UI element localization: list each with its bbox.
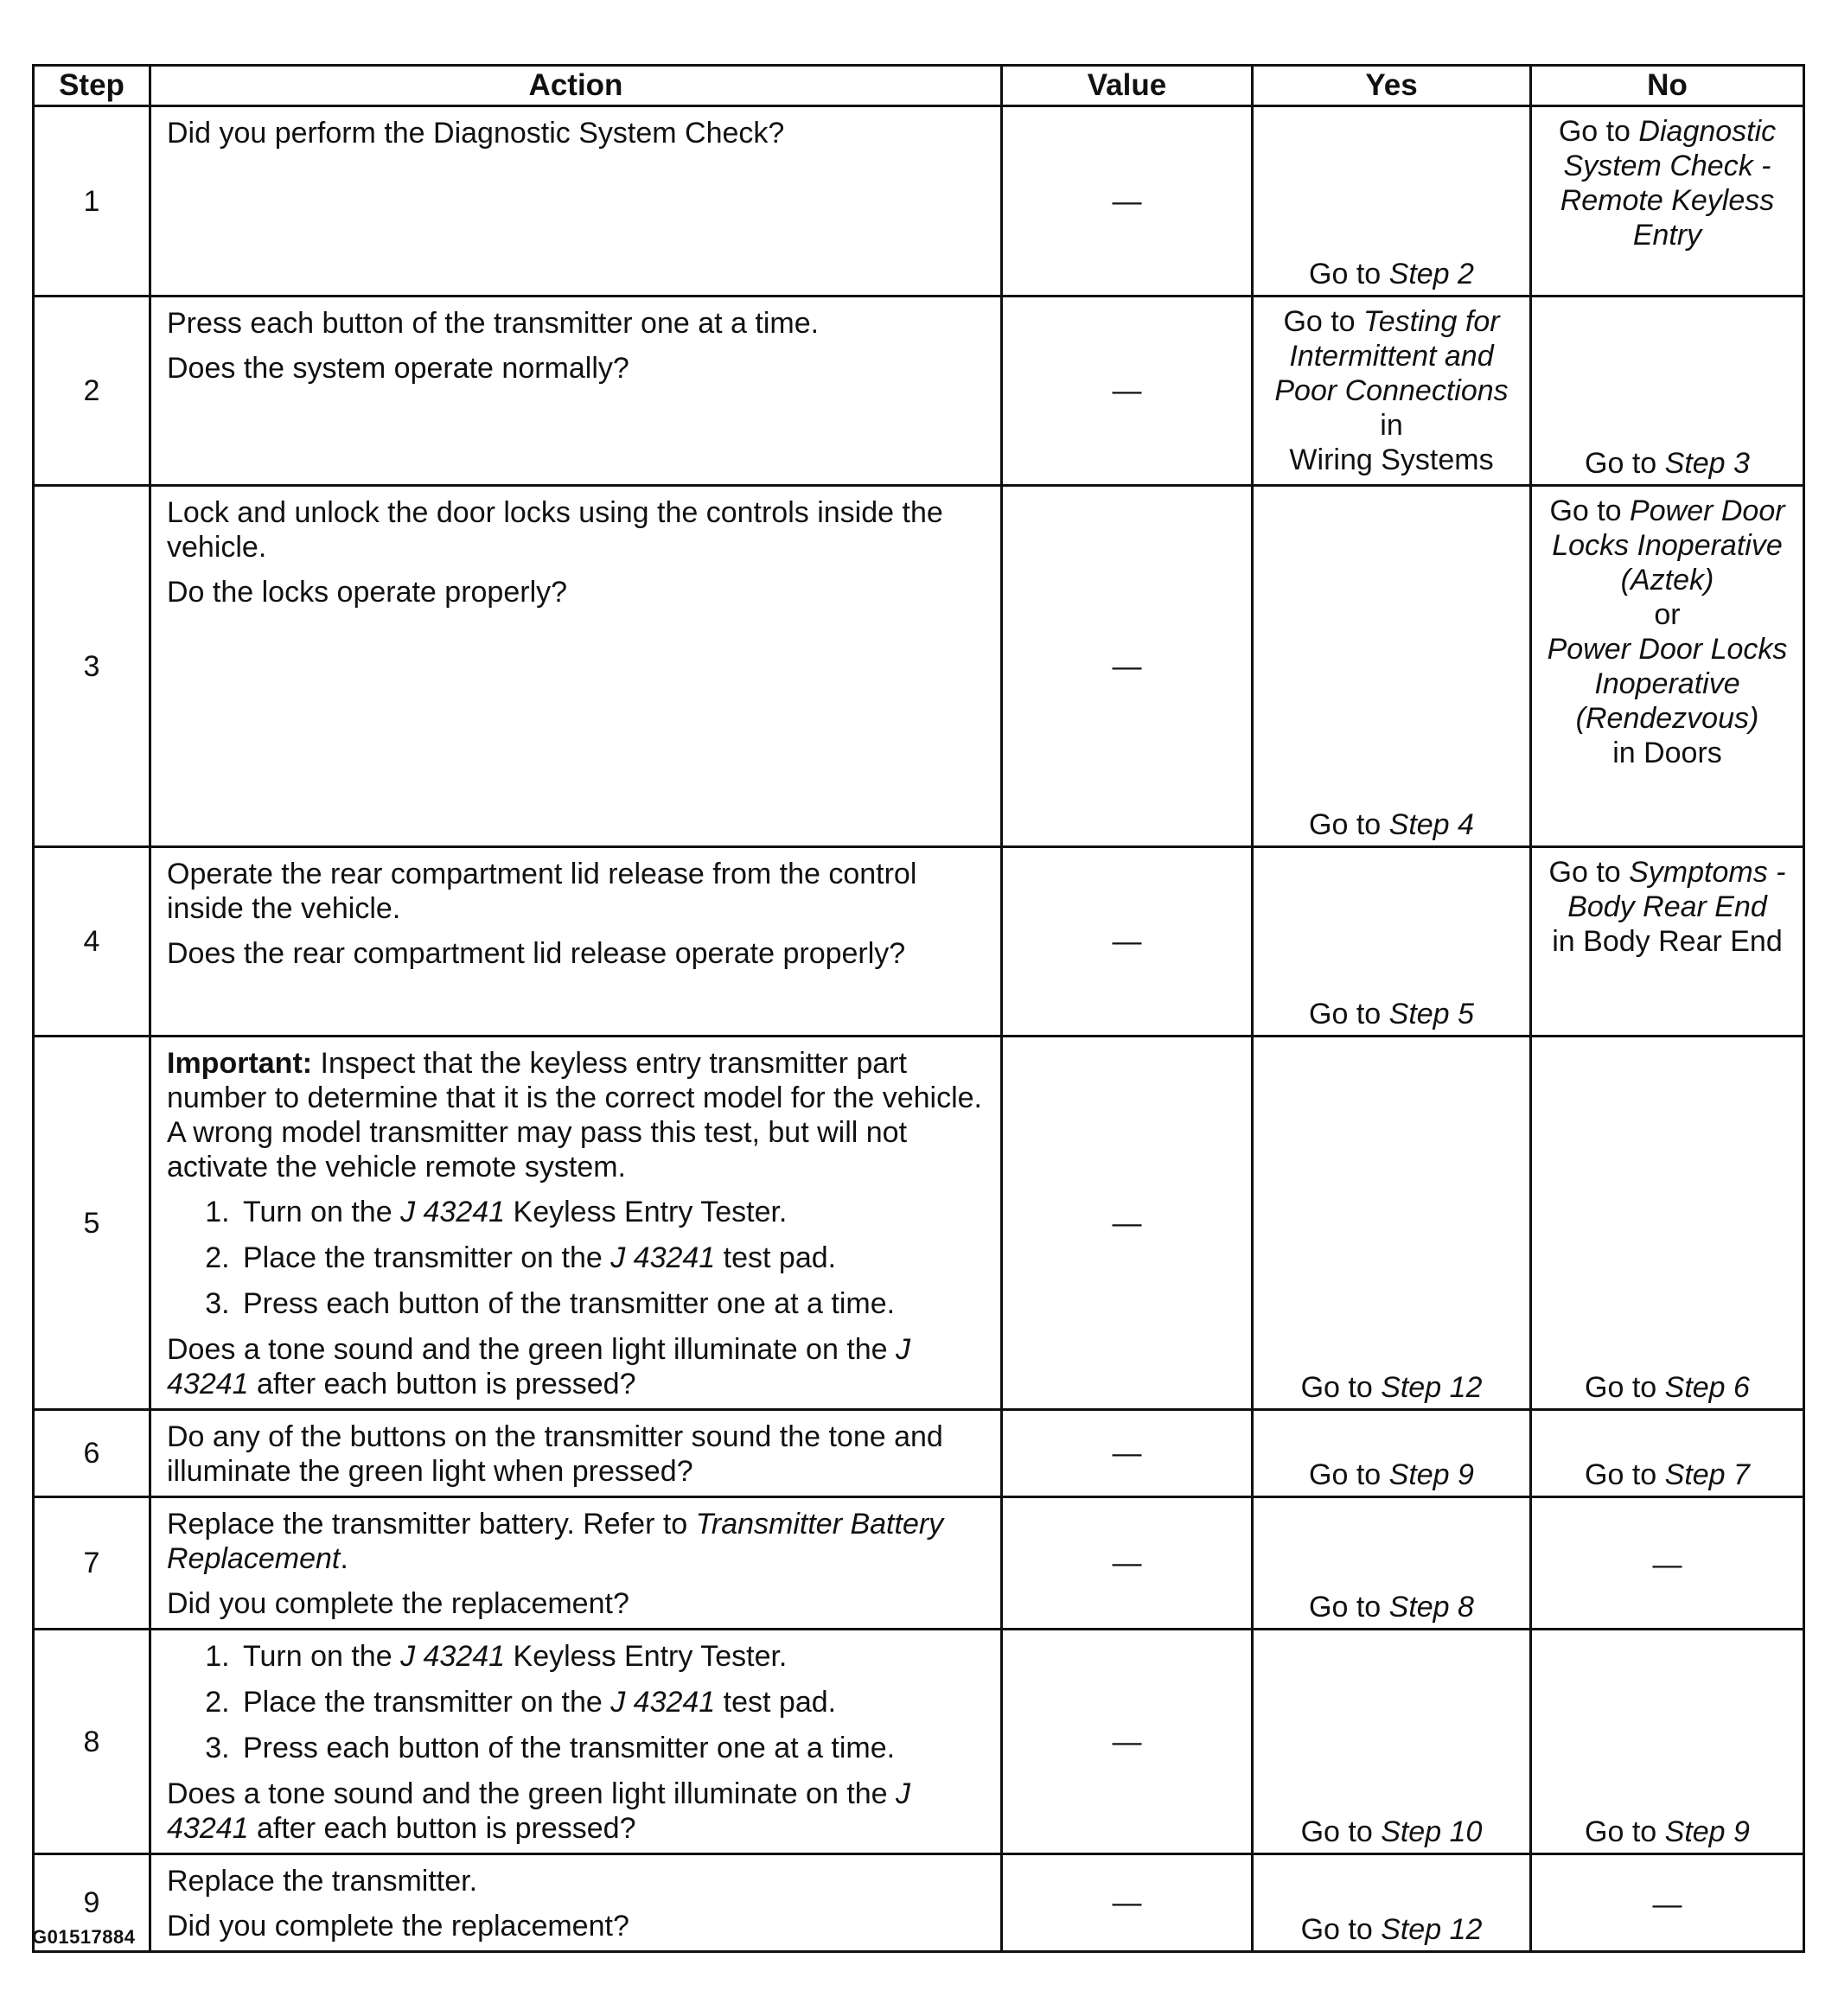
- no-prefix: Go to: [1585, 1815, 1665, 1848]
- diagnostic-table: [32, 64, 1805, 1953]
- action-question: [167, 1777, 988, 1846]
- no-cell: [1531, 106, 1804, 297]
- no-link[interactable]: Step 3: [1664, 447, 1750, 480]
- yes-prefix: Go to: [1309, 258, 1389, 290]
- question-text: after each button is pressed?: [248, 1812, 636, 1845]
- no-cell: [1531, 297, 1804, 486]
- no-link[interactable]: Diagnostic System Check - Remote Keyless Entry: [1560, 115, 1777, 252]
- action-cell: [150, 486, 1002, 847]
- yes-link[interactable]: Step 4: [1388, 808, 1474, 841]
- yes-link[interactable]: Step 10: [1381, 1815, 1483, 1848]
- step-number: 4: [34, 847, 150, 1037]
- header-step: Step: [34, 66, 150, 106]
- yes-cell: [1253, 1037, 1531, 1410]
- yes-prefix: Go to: [1309, 808, 1389, 841]
- tool-number: J 43241: [610, 1686, 716, 1719]
- no-cell: [1531, 486, 1804, 847]
- yes-link[interactable]: Step 8: [1388, 1591, 1474, 1624]
- header-yes: Yes: [1253, 66, 1531, 106]
- no-prefix: Go to: [1585, 1371, 1665, 1404]
- step-number: 3: [34, 486, 150, 847]
- yes-cell: [1253, 106, 1531, 297]
- question-text: Does a tone sound and the green light illuminate on the: [167, 1777, 897, 1810]
- no-manual-section: in Body Rear End: [1552, 925, 1783, 958]
- yes-prefix: Go to: [1309, 1591, 1389, 1624]
- no-cell: [1531, 1410, 1804, 1497]
- action-instruction: [167, 1507, 988, 1576]
- yes-prefix: Go to: [1300, 1815, 1382, 1848]
- yes-in: in: [1380, 409, 1403, 442]
- instruction-text: .: [340, 1542, 348, 1575]
- step-number: 7: [34, 1497, 150, 1630]
- action-cell: [150, 1497, 1002, 1630]
- step-number: 9: [34, 1854, 150, 1952]
- no-manual-section: in Doors: [1612, 737, 1722, 769]
- tool-number: J 43241: [167, 1333, 911, 1400]
- table-row: [34, 106, 1804, 297]
- header-value: Value: [1002, 66, 1253, 106]
- header-no: No: [1531, 66, 1804, 106]
- action-instruction: Operate the rear compartment lid release from the control inside the vehicle.: [167, 858, 917, 925]
- action-question: [167, 1332, 988, 1401]
- no-link[interactable]: Step 7: [1664, 1458, 1750, 1491]
- list-text: Keyless Entry Tester.: [505, 1640, 788, 1673]
- step-number: 2: [34, 297, 150, 486]
- action-instruction: Replace the transmitter.: [167, 1865, 478, 1898]
- header-action: Action: [150, 66, 1002, 106]
- list-text: Place the transmitter on the: [243, 1686, 611, 1719]
- no-link-rendezvous[interactable]: Power Door Locks Inoperative (Rendezvous): [1547, 633, 1788, 735]
- important-note: [167, 1046, 988, 1184]
- yes-link[interactable]: Step 12: [1381, 1913, 1483, 1946]
- yes-cell: [1253, 1854, 1531, 1952]
- value-cell: —: [1002, 1410, 1253, 1497]
- yes-prefix: Go to: [1283, 305, 1364, 338]
- action-cell: [150, 1037, 1002, 1410]
- list-item: [238, 1241, 988, 1275]
- list-item: [238, 1685, 988, 1719]
- yes-manual-section: Wiring Systems: [1289, 443, 1494, 476]
- action-question: Did you complete the replacement?: [167, 1587, 629, 1620]
- list-text: Turn on the: [243, 1640, 401, 1673]
- yes-cell: [1253, 1630, 1531, 1854]
- no-cell: —: [1531, 1497, 1804, 1630]
- no-prefix: Go to: [1585, 1458, 1665, 1491]
- value-cell: —: [1002, 1630, 1253, 1854]
- yes-prefix: Go to: [1300, 1913, 1382, 1946]
- list-item: [238, 1195, 988, 1229]
- no-cell: [1531, 1630, 1804, 1854]
- list-item: 3. Press each button of the transmitter one at a time.: [238, 1731, 988, 1765]
- no-cell: —: [1531, 1854, 1804, 1952]
- no-cell: [1531, 1037, 1804, 1410]
- action-question: Does the system operate normally?: [167, 352, 629, 385]
- yes-link[interactable]: Step 9: [1388, 1458, 1474, 1491]
- table-row: [34, 1037, 1804, 1410]
- action-cell: [150, 1410, 1002, 1497]
- list-text: Place the transmitter on the: [243, 1241, 611, 1274]
- list-item: [238, 1639, 988, 1674]
- list-text: Keyless Entry Tester.: [505, 1196, 788, 1228]
- table-row: [34, 847, 1804, 1037]
- yes-cell: [1253, 847, 1531, 1037]
- instruction-text: Replace the transmitter battery. Refer to: [167, 1508, 696, 1541]
- action-instruction: Lock and unlock the door locks using the controls inside the vehicle.: [167, 496, 943, 564]
- table-row: [34, 1854, 1804, 1952]
- value-cell: —: [1002, 297, 1253, 486]
- no-link-aztek[interactable]: Power Door Locks Inoperative (Aztek): [1552, 494, 1785, 597]
- no-link[interactable]: Symptoms - Body Rear End: [1567, 856, 1786, 923]
- action-cell: [150, 847, 1002, 1037]
- no-prefix: Go to: [1548, 856, 1630, 889]
- value-cell: —: [1002, 847, 1253, 1037]
- action-question: Does the rear compartment lid release operate properly?: [167, 937, 906, 970]
- no-prefix: Go to: [1585, 447, 1665, 480]
- procedure-list: [167, 1195, 988, 1321]
- step-number: 8: [34, 1630, 150, 1854]
- yes-prefix: Go to: [1300, 1371, 1382, 1404]
- procedure-list: [167, 1639, 988, 1765]
- tool-number: J 43241: [610, 1241, 716, 1274]
- reference-link[interactable]: Transmitter Battery Replacement: [167, 1508, 944, 1575]
- important-label: Important:: [167, 1047, 313, 1080]
- action-cell: [150, 106, 1002, 297]
- table-row: [34, 486, 1804, 847]
- value-cell: —: [1002, 1854, 1253, 1952]
- value-cell: —: [1002, 106, 1253, 297]
- table-row: [34, 1630, 1804, 1854]
- no-prefix: Go to: [1558, 115, 1639, 148]
- figure-id: G01517884: [32, 1926, 136, 1948]
- header-row: [34, 66, 1804, 106]
- question-text: Does a tone sound and the green light illuminate on the: [167, 1333, 897, 1366]
- action-question: Did you perform the Diagnostic System Check?: [167, 117, 785, 150]
- list-text: test pad.: [715, 1686, 837, 1719]
- action-cell: [150, 297, 1002, 486]
- no-prefix: Go to: [1549, 494, 1631, 527]
- action-instruction: Press each button of the transmitter one at a time.: [167, 307, 820, 340]
- yes-cell: [1253, 1497, 1531, 1630]
- important-text: Inspect that the keyless entry transmitter part number to determine that it is the correct model for the vehicle. A wrong model transmitter may pass this test, but will not activate the vehicle remote system.: [167, 1047, 983, 1183]
- list-text: Turn on the: [243, 1196, 401, 1228]
- question-text: after each button is pressed?: [248, 1368, 636, 1400]
- yes-prefix: Go to: [1309, 998, 1389, 1030]
- list-text: test pad.: [715, 1241, 837, 1274]
- action-cell: [150, 1630, 1002, 1854]
- value-cell: —: [1002, 486, 1253, 847]
- yes-link[interactable]: Testing for Intermittent and Poor Connections: [1274, 305, 1509, 407]
- tool-number: J 43241: [400, 1640, 506, 1673]
- yes-link[interactable]: Step 5: [1388, 998, 1474, 1030]
- action-question: Did you complete the replacement?: [167, 1910, 629, 1943]
- step-number: 5: [34, 1037, 150, 1410]
- yes-link[interactable]: Step 12: [1381, 1371, 1483, 1404]
- no-cell: [1531, 847, 1804, 1037]
- no-or: or: [1654, 598, 1681, 631]
- step-number: 6: [34, 1410, 150, 1497]
- no-link[interactable]: Step 6: [1664, 1371, 1750, 1404]
- action-question: Do the locks operate properly?: [167, 576, 568, 609]
- table-row: [34, 297, 1804, 486]
- table-row: [34, 1410, 1804, 1497]
- table-row: [34, 1497, 1804, 1630]
- yes-prefix: Go to: [1309, 1458, 1389, 1491]
- list-item: 3. Press each button of the transmitter one at a time.: [238, 1286, 988, 1321]
- yes-link[interactable]: Step 2: [1388, 258, 1474, 290]
- yes-cell: [1253, 297, 1531, 486]
- step-number: 1: [34, 106, 150, 297]
- value-cell: —: [1002, 1497, 1253, 1630]
- tool-number: J 43241: [167, 1777, 911, 1845]
- yes-cell: [1253, 486, 1531, 847]
- value-cell: —: [1002, 1037, 1253, 1410]
- yes-cell: [1253, 1410, 1531, 1497]
- tool-number: J 43241: [400, 1196, 506, 1228]
- action-cell: [150, 1854, 1002, 1952]
- action-question: Do any of the buttons on the transmitter sound the tone and illuminate the green light when pressed?: [167, 1420, 943, 1488]
- no-link[interactable]: Step 9: [1664, 1815, 1750, 1848]
